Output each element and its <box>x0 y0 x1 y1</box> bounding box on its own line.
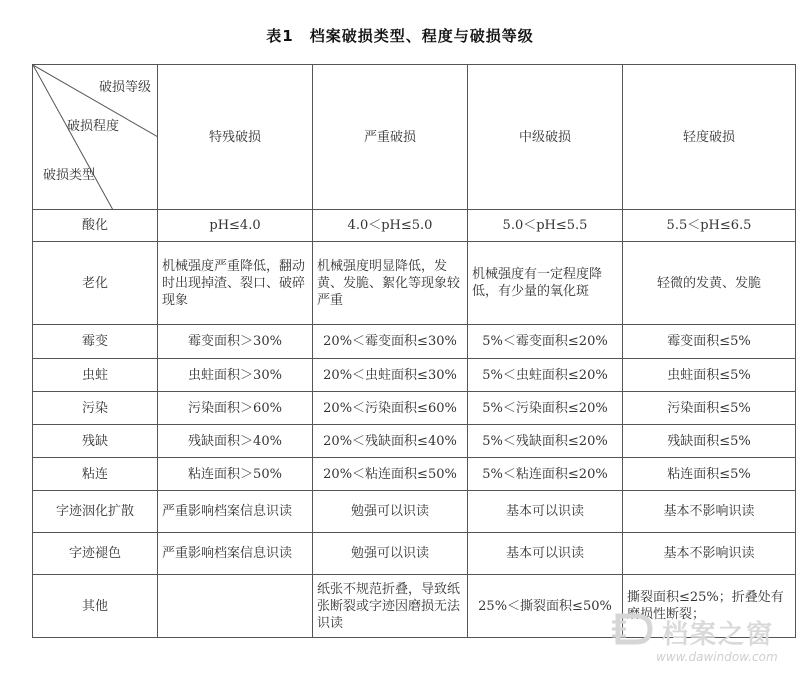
table-cell: pH≤4.0 <box>158 210 313 242</box>
table-cell: 20%＜霉变面积≤30% <box>313 325 468 359</box>
table-cell: 20%＜虫蛀面积≤30% <box>313 359 468 392</box>
table-cell: 轻微的发黄、发脆 <box>623 242 796 325</box>
table-cell: 基本不影响识读 <box>623 491 796 533</box>
table-cell: 机械强度有一定程度降低，有少量的氧化斑 <box>468 242 623 325</box>
table-cell: 残缺面积≤5% <box>623 425 796 458</box>
watermark <box>612 612 792 667</box>
table-cell: 机械强度严重降低，翻动时出现掉渣、裂口、破碎现象 <box>158 242 313 325</box>
table-row <box>33 458 796 491</box>
table-row <box>33 325 796 359</box>
table-cell: 5%＜污染面积≤20% <box>468 392 623 425</box>
table-cell: 5%＜霉变面积≤20% <box>468 325 623 359</box>
row-type: 酸化 <box>33 210 158 242</box>
table-title: 表1 档案破损类型、程度与破损等级 <box>266 27 534 45</box>
table-cell: 勉强可以识读 <box>313 533 468 575</box>
table-cell: 霉变面积＞30% <box>158 325 313 359</box>
table-cell: 基本可以识读 <box>468 533 623 575</box>
table-cell: 勉强可以识读 <box>313 491 468 533</box>
table-cell: 5%＜粘连面积≤20% <box>468 458 623 491</box>
row-type: 霉变 <box>33 325 158 359</box>
level-header: 中级破损 <box>468 65 623 210</box>
table-cell: 20%＜粘连面积≤50% <box>313 458 468 491</box>
row-type: 其他 <box>33 575 158 638</box>
table-cell: 虫蛀面积＞30% <box>158 359 313 392</box>
row-type: 字迹褪色 <box>33 533 158 575</box>
table-row <box>33 491 796 533</box>
table-row <box>33 392 796 425</box>
table-cell: 污染面积≤5% <box>623 392 796 425</box>
table-cell: 污染面积＞60% <box>158 392 313 425</box>
table-cell: 严重影响档案信息识读 <box>158 533 313 575</box>
table-row <box>33 533 796 575</box>
damage-grade-table <box>32 64 796 638</box>
table-cell: 基本可以识读 <box>468 491 623 533</box>
row-type: 虫蛀 <box>33 359 158 392</box>
row-type: 老化 <box>33 242 158 325</box>
table-cell: 5%＜残缺面积≤20% <box>468 425 623 458</box>
table-cell: 机械强度明显降低，发黄、发脆、絮化等现象较严重 <box>313 242 468 325</box>
table-cell: 4.0＜pH≤5.0 <box>313 210 468 242</box>
level-header: 轻度破损 <box>623 65 796 210</box>
level-header: 特残破损 <box>158 65 313 210</box>
table-cell: 25%＜撕裂面积≤50% <box>468 575 623 638</box>
table-cell: 20%＜残缺面积≤40% <box>313 425 468 458</box>
corner-header-cell <box>33 65 158 210</box>
watermark-name: 档案之窗 <box>662 620 775 650</box>
table-cell: 粘连面积＞50% <box>158 458 313 491</box>
level-header: 严重破损 <box>313 65 468 210</box>
corner-label-type: 破损类型 <box>43 168 96 183</box>
corner-label-degree: 破损程度 <box>67 119 120 134</box>
table-cell: 20%＜污染面积≤60% <box>313 392 468 425</box>
table-cell: 5%＜虫蛀面积≤20% <box>468 359 623 392</box>
table-row <box>33 359 796 392</box>
table-cell: 虫蛀面积≤5% <box>623 359 796 392</box>
table-cell: 霉变面积≤5% <box>623 325 796 359</box>
table-cell: 粘连面积≤5% <box>623 458 796 491</box>
table-cell: 严重影响档案信息识读 <box>158 491 313 533</box>
watermark-logo-icon <box>612 612 656 646</box>
row-type: 残缺 <box>33 425 158 458</box>
header-row <box>33 65 796 210</box>
corner-label-grade: 破损等级 <box>98 80 151 95</box>
table-cell: 撕裂面积≤25%；折叠处有磨损性断裂； <box>623 575 796 638</box>
row-type: 字迹洇化扩散 <box>33 491 158 533</box>
table-cell <box>158 575 313 638</box>
table-row <box>33 210 796 242</box>
watermark-url: www.dawindow.com <box>656 650 778 664</box>
table-row <box>33 242 796 325</box>
table-cell: 5.5＜pH≤6.5 <box>623 210 796 242</box>
table-cell: 纸张不规范折叠，导致纸张断裂或字迹因磨损无法识读 <box>313 575 468 638</box>
row-type: 粘连 <box>33 458 158 491</box>
table-cell: 基本不影响识读 <box>623 533 796 575</box>
table-cell: 5.0＜pH≤5.5 <box>468 210 623 242</box>
row-type: 污染 <box>33 392 158 425</box>
table-row <box>33 425 796 458</box>
table-cell: 残缺面积＞40% <box>158 425 313 458</box>
